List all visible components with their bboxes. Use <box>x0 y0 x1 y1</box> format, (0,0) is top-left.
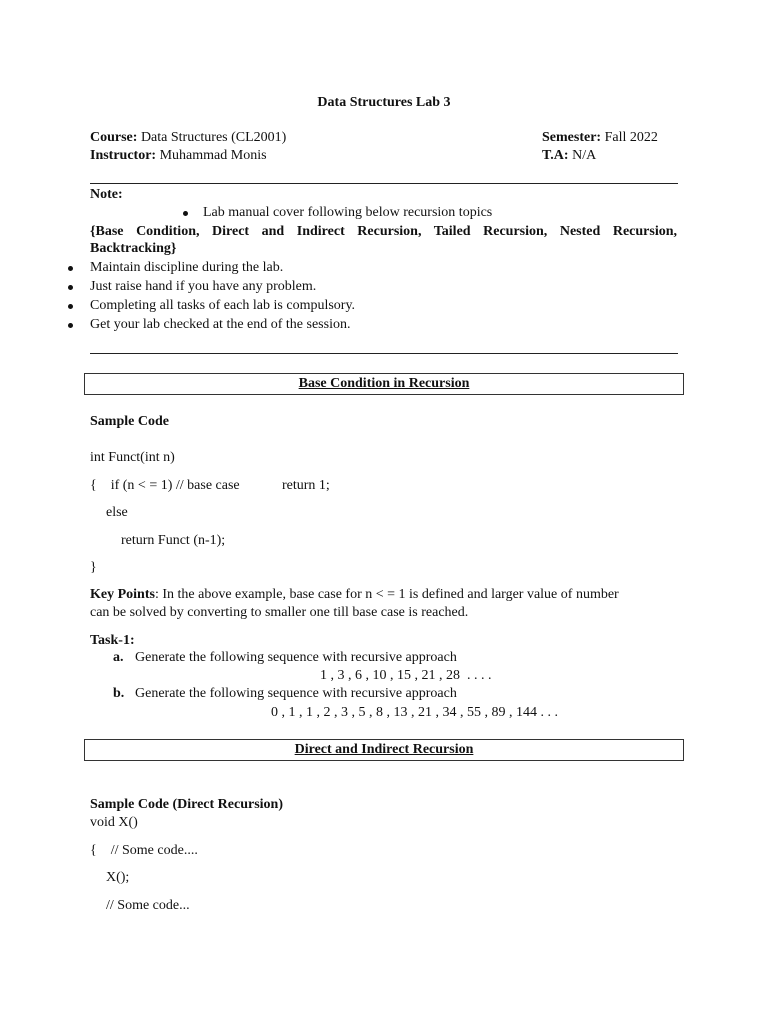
key-points-text: : In the above example, base case for n < = 1 is defined and larger value of number <box>154 587 619 602</box>
topics-line-2: Backtracking} <box>90 241 177 256</box>
course-line <box>90 129 286 147</box>
ta-value: N/A <box>572 148 597 163</box>
bullet-dot <box>183 211 188 216</box>
task-a-text: Generate the following sequence with recursive approach <box>135 650 457 665</box>
semester-value: Fall 2022 <box>604 130 658 145</box>
code-line: { if (n < = 1) // base case <box>90 478 240 493</box>
course-label: Course: <box>90 130 138 145</box>
code-line: } <box>90 560 97 575</box>
semester-line <box>542 129 658 147</box>
code-line: X(); <box>106 870 130 885</box>
course-value: Data Structures (CL2001) <box>140 130 287 145</box>
code-line: return 1; <box>282 478 330 493</box>
task-b-marker: b. <box>113 686 125 701</box>
topics-line-1: {Base Condition, Direct and Indirect Recursion, Tailed Recursion, Nested Recursion, <box>90 224 677 239</box>
divider-bottom <box>90 353 678 354</box>
divider-top <box>90 183 678 184</box>
instructor-line <box>90 147 267 165</box>
key-points-line-2: can be solved by converting to smaller one till base case is reached. <box>90 605 469 620</box>
rule-item: Just raise hand if you have any problem. <box>90 279 317 294</box>
task-a-sequence: 1 , 3 , 6 , 10 , 15 , 21 , 28 . . . . <box>320 668 492 683</box>
bullet-dot <box>68 323 73 328</box>
code-line: // Some code... <box>106 898 190 913</box>
instructor-label: Instructor: <box>90 148 157 163</box>
key-points-line-1 <box>90 586 619 604</box>
task-a-marker: a. <box>113 650 124 665</box>
bullet-dot <box>68 266 73 271</box>
rule-item: Maintain discipline during the lab. <box>90 260 284 275</box>
code-line: else <box>106 505 128 520</box>
semester-label: Semester: <box>542 130 602 145</box>
code-line: void X() <box>90 815 138 830</box>
note-label: Note: <box>90 187 123 202</box>
task-label: Task-1: <box>90 633 135 648</box>
ta-label: T.A: <box>542 148 569 163</box>
bullet-dot <box>68 304 73 309</box>
task-b-sequence: 0 , 1 , 1 , 2 , 3 , 5 , 8 , 13 , 21 , 34 , 55 , 89 , 144 . . . <box>271 705 558 720</box>
rule-item: Completing all tasks of each lab is compulsory. <box>90 298 356 313</box>
code-line: int Funct(int n) <box>90 450 175 465</box>
sample-code-direct-label: Sample Code (Direct Recursion) <box>90 797 283 812</box>
task-b-text: Generate the following sequence with recursive approach <box>135 686 457 701</box>
rule-item: Get your lab checked at the end of the session. <box>90 317 351 332</box>
code-line: return Funct (n-1); <box>121 533 226 548</box>
instructor-value: Muhammad Monis <box>159 148 267 163</box>
ta-line <box>542 147 596 165</box>
section-heading-base-condition: Base Condition in Recursion <box>84 373 684 395</box>
section-heading-direct-indirect: Direct and Indirect Recursion <box>84 739 684 761</box>
topics-bullet-text: Lab manual cover following below recursion topics <box>203 205 493 220</box>
key-points-label: Key Points <box>90 587 155 602</box>
code-line: { // Some code.... <box>90 843 198 858</box>
sample-code-label: Sample Code <box>90 414 169 429</box>
bullet-dot <box>68 285 73 290</box>
page-title: Data Structures Lab 3 <box>317 95 451 110</box>
